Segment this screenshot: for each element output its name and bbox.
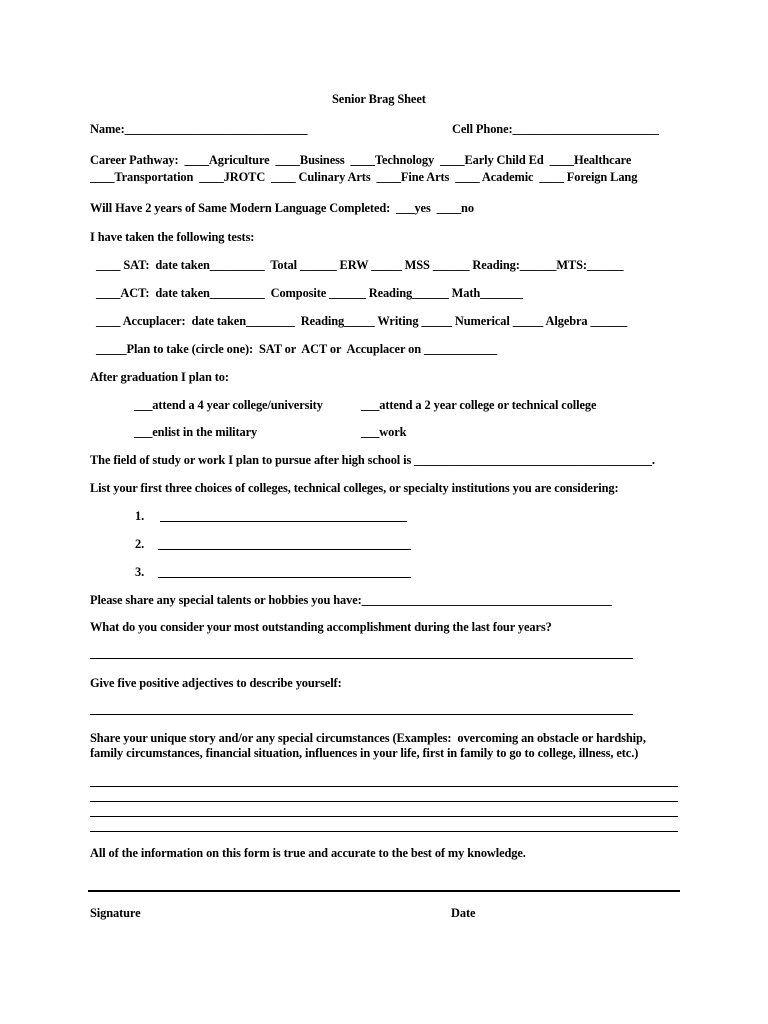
sat-line[interactable]: ____ SAT: date taken_________ Total ______ ERW _____ MSS ______ Reading:______MTS:______ — [96, 258, 624, 272]
career-pathway-line-2[interactable]: ____Transportation ____JROTC ____ Culinary Arts ____Fine Arts ____ Academic ____ Foreign Lang — [90, 170, 638, 184]
act-line[interactable]: ____ACT: date taken_________ Composite ______ Reading______ Math_______ — [96, 286, 523, 300]
choice-3-number: 3. — [135, 565, 145, 579]
option-2-year-college[interactable]: ___attend a 2 year college or technical college — [361, 398, 597, 412]
choice-1-line[interactable] — [160, 521, 407, 522]
accuplacer-line[interactable]: ____ Accuplacer: date taken________ Reading_____ Writing _____ Numerical _____ Algebra ______ — [96, 314, 628, 328]
story-answer-line[interactable] — [90, 786, 678, 787]
choice-3-line[interactable] — [158, 577, 411, 578]
modern-language-question[interactable]: Will Have 2 years of Same Modern Language Completed: ___yes ____no — [90, 201, 474, 215]
page-title: Senior Brag Sheet — [332, 92, 426, 106]
story-answer-line[interactable] — [90, 831, 678, 832]
option-military[interactable]: ___enlist in the military — [134, 425, 258, 439]
name-field[interactable]: Name:______________________________ — [90, 122, 308, 136]
story-answer-line[interactable] — [90, 816, 678, 817]
choice-2-line[interactable] — [158, 549, 411, 550]
accomplishment-prompt: What do you consider your most outstanding accomplishment during the last four years? — [90, 620, 552, 634]
choice-2-number: 2. — [135, 537, 145, 551]
certification-statement: All of the information on this form is true and accurate to the best of my knowledge. — [90, 846, 526, 860]
tests-heading: I have taken the following tests: — [90, 230, 255, 244]
after-graduation-heading: After graduation I plan to: — [90, 370, 229, 384]
field-of-study-line[interactable]: The field of study or work I plan to pursue after high school is _______________________________________. — [90, 453, 655, 467]
adjectives-prompt: Give five positive adjectives to describe yourself: — [90, 676, 342, 690]
story-answer-line[interactable] — [90, 801, 678, 802]
talents-line[interactable]: Please share any special talents or hobbies you have:_________________________________________ — [90, 593, 612, 607]
story-prompt-line-1: Share your unique story and/or any special circumstances (Examples: overcoming an obstacle or hardship, — [90, 731, 646, 745]
option-work[interactable]: ___work — [361, 425, 407, 439]
story-prompt-line-2: family circumstances, financial situation, influences in your life, first in family to go to college, illness, etc.) — [90, 746, 639, 760]
choice-1-number: 1. — [135, 509, 145, 523]
plan-to-take-line[interactable]: _____Plan to take (circle one): SAT or ACT or Accuplacer on ____________ — [96, 342, 498, 356]
colleges-prompt: List your first three choices of colleges, technical colleges, or specialty institutions you are considering: — [90, 481, 619, 495]
adjectives-answer-line[interactable] — [90, 714, 633, 715]
career-pathway-line-1[interactable]: Career Pathway: ____Agriculture ____Business ____Technology ____Early Child Ed ____Healthcare — [90, 153, 632, 167]
accomplishment-answer-line[interactable] — [90, 658, 633, 659]
option-4-year-college[interactable]: ___attend a 4 year college/university — [134, 398, 323, 412]
cell-phone-field[interactable]: Cell Phone:________________________ — [452, 122, 659, 136]
signature-label: Signature — [90, 906, 141, 920]
signature-line[interactable] — [88, 890, 680, 892]
date-label: Date — [451, 906, 476, 920]
